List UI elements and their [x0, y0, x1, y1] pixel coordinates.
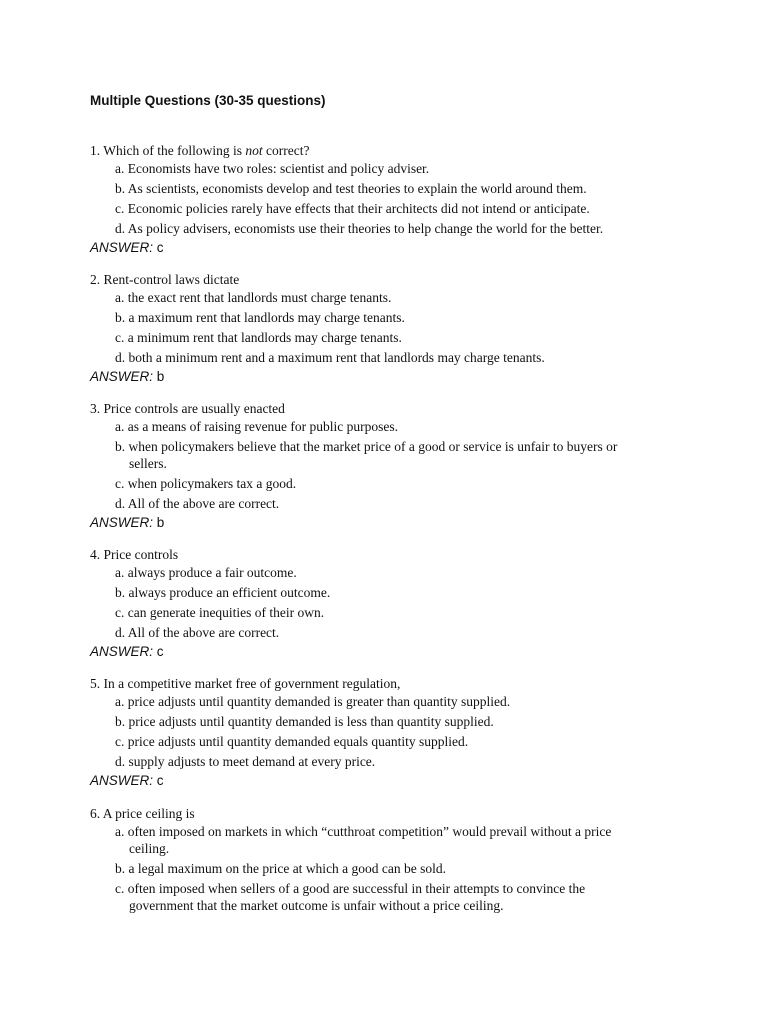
- option-c: c. often imposed when sellers of a good are successful in their attempts to convince the government that the market outcome is unfair without a price ceiling.: [115, 881, 586, 913]
- option-d: d. supply adjusts to meet demand at every price.: [115, 754, 376, 769]
- question-stem-emphasis: not: [245, 143, 263, 158]
- question-5: [90, 675, 650, 790]
- answer-label: ANSWER:: [90, 644, 154, 659]
- answer-line: [90, 772, 650, 790]
- option-c: c. when policymakers tax a good.: [115, 476, 297, 491]
- answer-value: c: [156, 773, 164, 788]
- option-a: a. price adjusts until quantity demanded is greater than quantity supplied.: [115, 694, 511, 709]
- answer-value: c: [156, 644, 164, 659]
- option-c: c. a minimum rent that landlords may charge tenants.: [115, 330, 402, 345]
- answer-line: [90, 514, 650, 532]
- option-a: a. as a means of raising revenue for public purposes.: [115, 419, 399, 434]
- question-stem: 6. A price ceiling is: [90, 806, 195, 821]
- question-stem: 4. Price controls: [90, 547, 179, 562]
- option-c: c. Economic policies rarely have effects that their architects did not intend or anticipate.: [115, 201, 590, 216]
- answer-label: ANSWER:: [90, 240, 154, 255]
- option-b: b. a maximum rent that landlords may charge tenants.: [115, 310, 405, 325]
- page-title: Multiple Questions (30-35 questions): [90, 93, 326, 108]
- answer-value: b: [156, 515, 165, 530]
- question-stem: 3. Price controls are usually enacted: [90, 401, 285, 416]
- option-b: b. As scientists, economists develop and test theories to explain the world around them.: [115, 181, 587, 196]
- option-b: b. a legal maximum on the price at which a good can be sold.: [115, 861, 447, 876]
- question-stem: [90, 142, 650, 160]
- answer-value: b: [156, 369, 165, 384]
- question-3: [90, 400, 650, 532]
- option-a: a. Economists have two roles: scientist and policy adviser.: [115, 161, 430, 176]
- question-stem-start: 1. Which of the following is: [90, 143, 246, 158]
- question-6: [90, 805, 650, 917]
- option-a: a. the exact rent that landlords must charge tenants.: [115, 290, 392, 305]
- answer-line: [90, 239, 650, 257]
- question-stem: 5. In a competitive market free of government regulation,: [90, 676, 401, 691]
- option-d: d. both a minimum rent and a maximum rent that landlords may charge tenants.: [115, 350, 545, 365]
- question-1: [90, 142, 650, 257]
- option-c: c. price adjusts until quantity demanded equals quantity supplied.: [115, 734, 469, 749]
- option-b: b. when policymakers believe that the market price of a good or service is unfair to buyers or sellers.: [115, 439, 618, 471]
- question-2: [90, 271, 650, 386]
- option-b: b. price adjusts until quantity demanded is less than quantity supplied.: [115, 714, 494, 729]
- option-d: d. All of the above are correct.: [115, 625, 280, 640]
- answer-line: [90, 368, 650, 386]
- question-stem: 2. Rent-control laws dictate: [90, 272, 240, 287]
- option-d: d. All of the above are correct.: [115, 496, 280, 511]
- answer-value: c: [156, 240, 164, 255]
- answer-label: ANSWER:: [90, 369, 154, 384]
- question-stem-end: correct?: [262, 143, 310, 158]
- answer-label: ANSWER:: [90, 773, 154, 788]
- option-b: b. always produce an efficient outcome.: [115, 585, 331, 600]
- option-d: d. As policy advisers, economists use their theories to help change the world for the better.: [115, 221, 604, 236]
- answer-label: ANSWER:: [90, 515, 154, 530]
- question-4: [90, 546, 650, 661]
- option-c: c. can generate inequities of their own.: [115, 605, 325, 620]
- option-a: a. always produce a fair outcome.: [115, 565, 297, 580]
- option-a: a. often imposed on markets in which “cutthroat competition” would prevail without a price ceiling.: [115, 824, 612, 856]
- answer-line: [90, 643, 650, 661]
